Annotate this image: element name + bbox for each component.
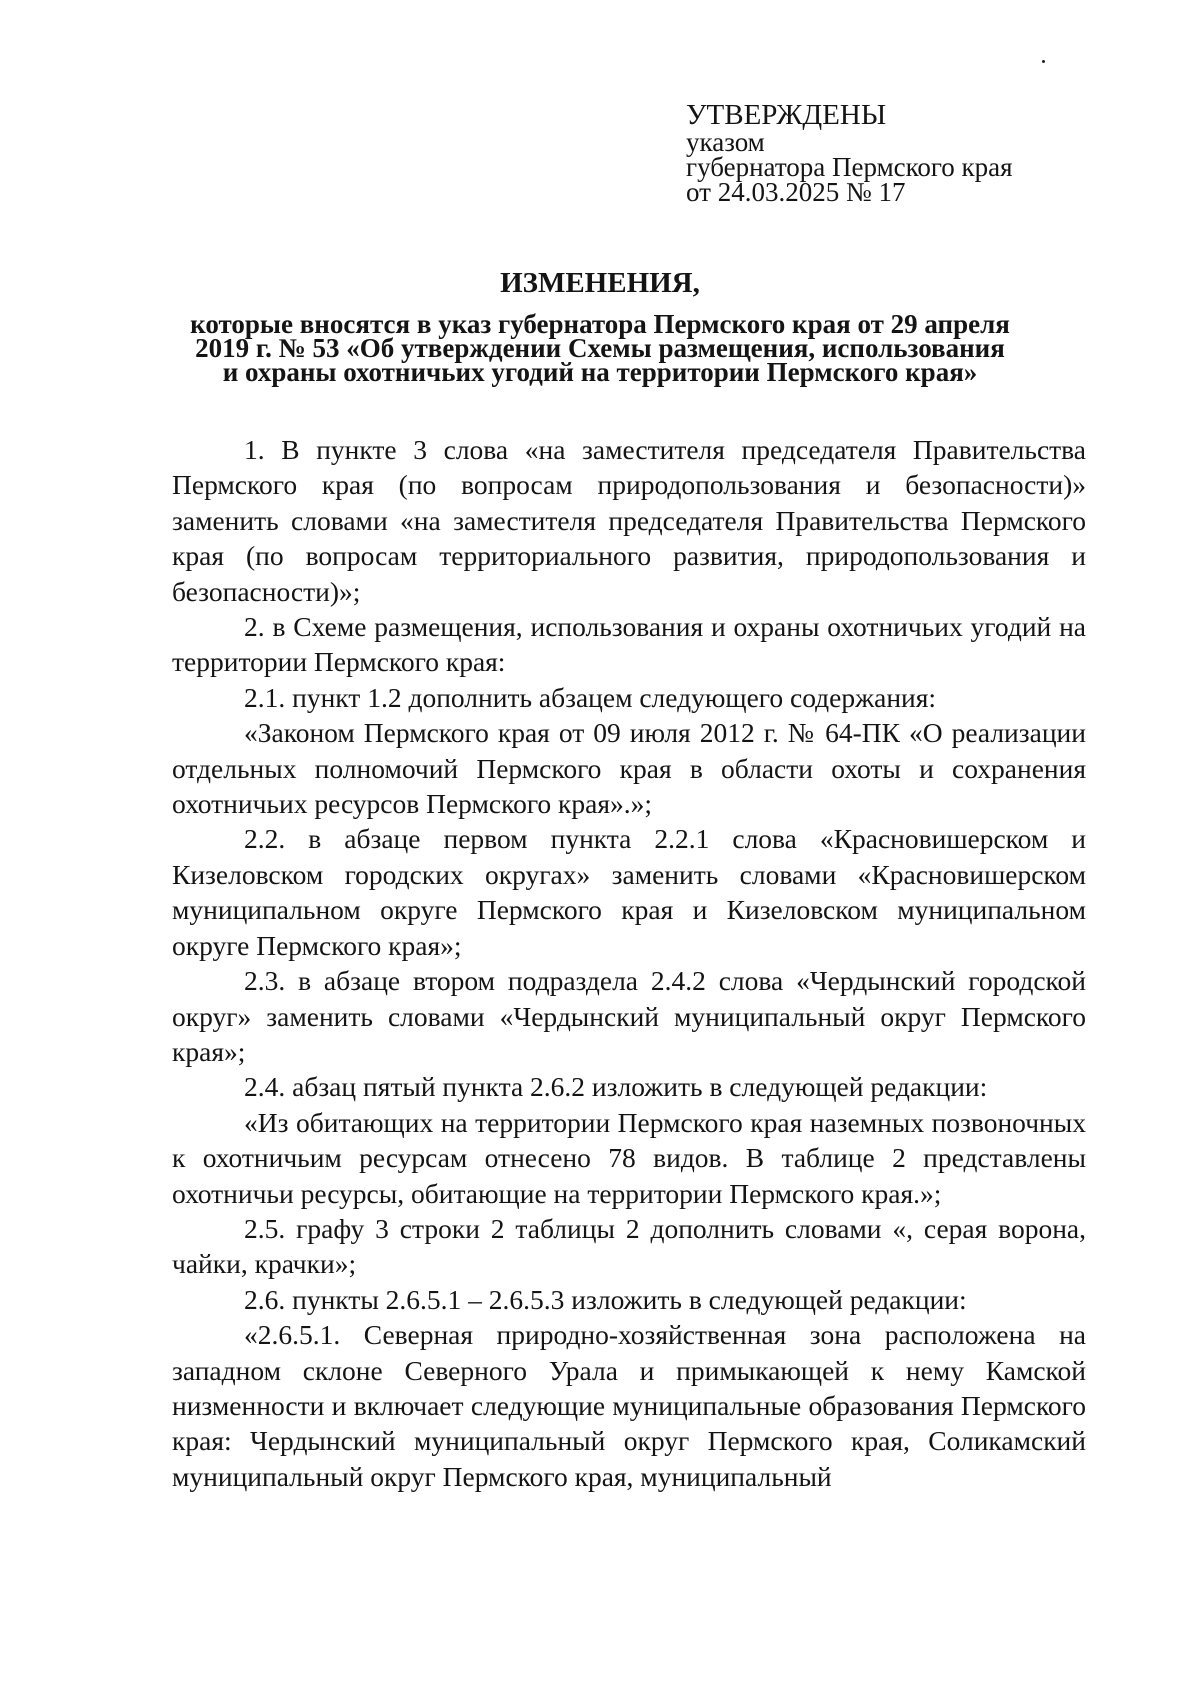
paragraph: 2.4. абзац пятый пункта 2.6.2 изложить в следующей редакции: — [244, 1071, 988, 1103]
document-heading — [150, 267, 1050, 387]
paragraph: 2.5. графу 3 строки 2 таблицы 2 дополнить словами «, серая ворона, чайки, крачки»; — [172, 1212, 1086, 1280]
paragraph: 2.6. пункты 2.6.5.1 – 2.6.5.3 изложить в следующей редакции: — [244, 1283, 967, 1315]
paragraph: «Законом Пермского края от 09 июля 2012 г. № 64-ПК «О реализации отдельных полномочий Пермского края в области охоты и сохранения охотничьих ресурсов Пермского края».»; — [172, 717, 1086, 820]
paragraph: 2.1. пункт 1.2 дополнить абзацем следующего содержания: — [244, 681, 937, 713]
heading-title: ИЗМЕНЕНИЯ, — [500, 267, 700, 299]
scan-speck — [1042, 60, 1045, 63]
paragraph: 2.2. в абзаце первом пункта 2.2.1 слова «Красновишерском и Кизеловском городских округах» заменить словами «Красновишерском муниципальном округе Пермского края и Кизеловском муниципальном округе Пермского края»; — [172, 823, 1086, 961]
approval-stamp — [686, 100, 1126, 205]
paragraph: «Из обитающих на территории Пермского края наземных позвоночных к охотничьим ресурсам отнесено 78 видов. В таблице 2 представлены охотничьи ресурсы, обитающие на территории Пермского края.»; — [172, 1106, 1086, 1209]
approval-title: УТВЕРЖДЕНЫ — [686, 99, 887, 131]
approval-line: от 24.03.2025 № 17 — [686, 177, 906, 207]
heading-line: и охраны охотничьих угодий на территории Пермского края» — [222, 357, 978, 387]
heading-line: которые вносятся в указ губернатора Пермского края от 29 апреля — [190, 309, 1010, 339]
paragraph: «2.6.5.1. Северная природно-хозяйственная зона расположена на западном склоне Северного Урала и примыкающей к нему Камской низменности и включает следующие муниципальные образования Пермского края: Чердынский муниципальный округ Пермского края, Соликамский муниципальный округ Пермского края, муниципальный — [172, 1319, 1086, 1492]
paragraph: 2.3. в абзаце втором подраздела 2.4.2 слова «Чердынский городской округ» заменить словами «Чердынский муниципальный округ Пермского края»; — [172, 965, 1086, 1067]
approval-line: указом — [686, 127, 765, 157]
paragraph: 2. в Схеме размещения, использования и охраны охотничьих угодий на территории Пермского края: — [172, 611, 1086, 678]
document-body — [172, 432, 1086, 1494]
approval-line: губернатора Пермского края — [686, 152, 1013, 182]
paragraph: 1. В пункте 3 слова «на заместителя председателя Правительства Пермского края (по вопросам природопользования и безопасности)» заменить словами «на заместителя председателя Правительства Пермского края (по вопросам территориального развития, природопользования и безопасности)»; — [172, 434, 1086, 607]
heading-line: 2019 г. № 53 «Об утверждении Схемы размещения, использования — [195, 333, 1005, 363]
